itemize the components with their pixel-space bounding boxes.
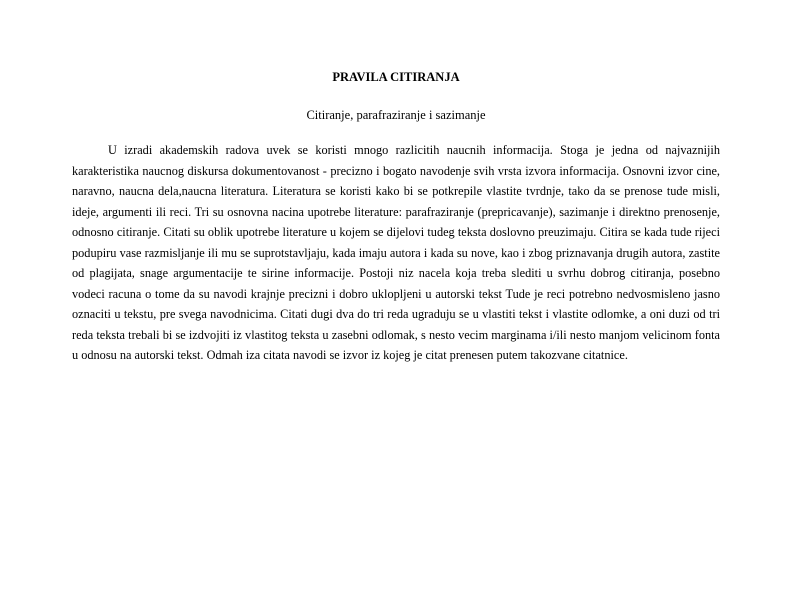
document-title: PRAVILA CITIRANJA	[332, 70, 460, 84]
document-subtitle: Citiranje, parafraziranje i sazimanje	[306, 108, 486, 122]
body-paragraph: U izradi akademskih radova uvek se koristi mnogo razlicitih naucnih informacija. Stoga je jedna od najvaznijih karakteristika naucnog diskursa dokumentovanost - precizno i bogato navodenje svih vrsta izvora informacija. Osnovni izvor cine, naravno, naucna dela,naucna literatura. Literatura se koristi kako bi se potkrepile vlastite tvrdnje, tako da se prenose tude misli, ideje, argumenti ili reci. Tri su osnovna nacina upotrebe literature: parafraziranje (prepricavanje), sazimanje i direktno prenosenje, odnosno citiranje. Citati su oblik upotrebe literature u kojem se dijelovi tudeg teksta doslovno preuzimaju. Citira se kada tude rijeci podupiru vase razmisljanje ili mu se suprotstavljaju, kada imaju autora i kada su nove, kao i zbog priznavanja drugih autora, zastite od plagijata, snage argumentacije te sirine informacije. Postoji niz nacela koja treba slediti u svrhu dobrog citiranja, posebno vodeci racuna o tome da su navodi krajnje precizni i dobro uklopljeni u autorski tekst Tude je reci potrebno nedvosmisleno jasno oznaciti u tekstu, pre svega navodnicima. Citati dugi dva do tri reda ugraduju se u vlastiti tekst i vlastite odlomke, a oni duzi od tri reda teksta trebali bi se izdvojiti iz vlastitog teksta u zasebni odlomak, s nesto vecim marginama i/ili nesto manjom velicinom fonta u odnosu na autorski tekst. Odmah iza citata navodi se izvor iz kojeg je citat prenesen putem takozvane citatnice.	[72, 143, 720, 362]
